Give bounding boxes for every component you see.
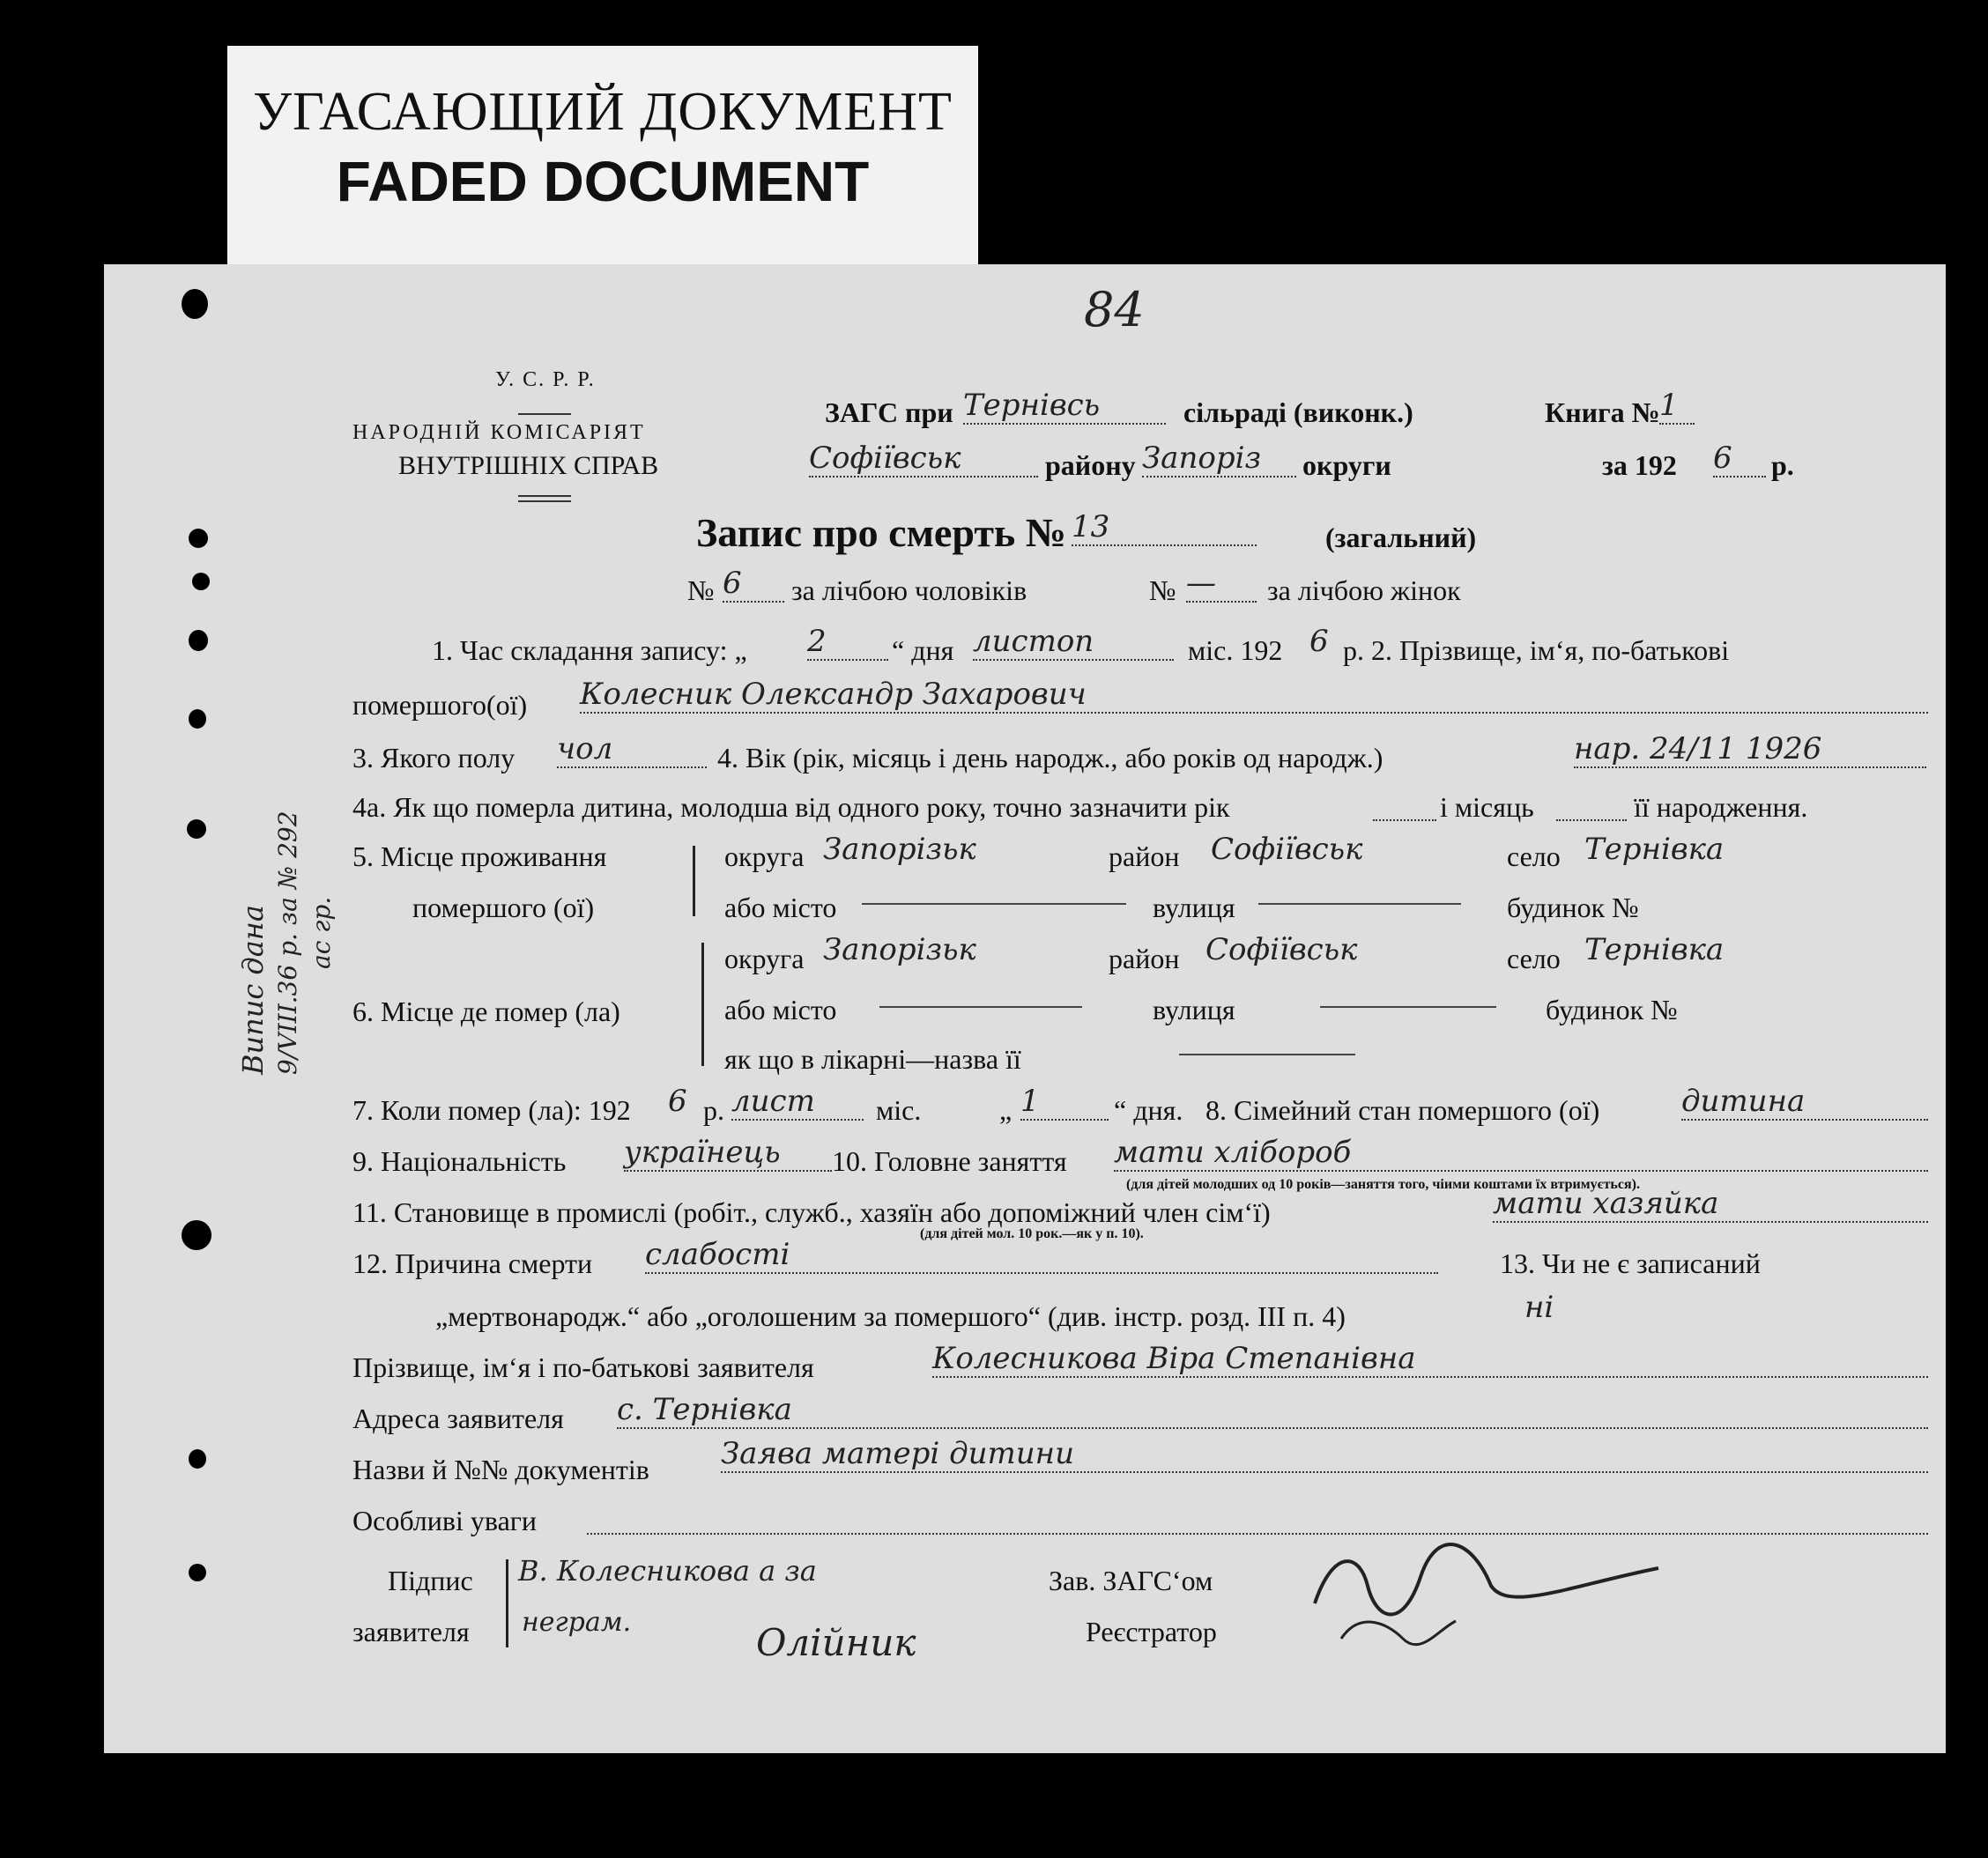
- label-ru: УГАСАЮЩИЙ ДОКУМЕНТ: [253, 82, 953, 142]
- punch-hole: [189, 529, 208, 548]
- label-en: FADED DOCUMENT: [336, 150, 870, 213]
- field-5-vulytsia-line: [1258, 903, 1461, 905]
- applicant-signature-3: Олійник: [756, 1621, 916, 1664]
- field-4a-mid: і місяць: [1440, 791, 1534, 823]
- field-6-raion-value: Софіївськ: [1205, 932, 1358, 967]
- margin-note-line-1: Випис дана: [236, 905, 270, 1075]
- field-6-misto-line: [879, 1006, 1082, 1008]
- field-6-budynok: будинок №: [1546, 994, 1678, 1025]
- field-6-label: 6. Місце де помер (ла): [352, 996, 620, 1027]
- field-7-q2: “ дня.: [1114, 1094, 1183, 1126]
- field-6-okruga-value: Запорізьк: [823, 932, 976, 967]
- punch-hole: [182, 1220, 211, 1250]
- field-10-value: мати хлібороб: [1114, 1135, 1928, 1172]
- field-6-selo: село: [1507, 943, 1561, 974]
- field-4-label: 4. Вік (рік, місяць і день народж., або років од народж.): [717, 742, 1383, 774]
- book-label: Книга №: [1545, 396, 1660, 428]
- field-11-note: (для дітей мол. 10 рок.—як у п. 10).: [920, 1226, 1144, 1241]
- field-2-label-2: помершого(ої): [352, 689, 528, 721]
- year-post: р.: [1771, 449, 1794, 481]
- women-count-label: за лічбою жінок: [1267, 574, 1461, 606]
- year-label: за 192: [1602, 449, 1677, 481]
- field-7-year: 6: [668, 1084, 687, 1119]
- field-6-raion: район: [1109, 943, 1180, 974]
- field-6-misto: або місто: [724, 994, 837, 1025]
- field-1-year-label: міс. 192: [1188, 634, 1283, 666]
- punch-hole: [187, 819, 206, 839]
- field-2-value: Колесник Олександр Захарович: [580, 677, 1928, 714]
- field-12-value: слабості: [645, 1237, 1438, 1274]
- commissariat-line-2: ВНУТРІШНІХ СПРАВ: [398, 451, 659, 480]
- field-10-note: (для дітей молодших од 10 років—заняття того, чіими коштами їх втримується).: [1126, 1177, 1640, 1192]
- applicant-signature-1: В. Колесникова а за: [518, 1554, 817, 1588]
- field-7-label: 7. Коли помер (ла): 192: [352, 1094, 631, 1126]
- zags-post: сільраді (виконк.): [1183, 396, 1413, 428]
- field-5-misto: або місто: [724, 892, 837, 923]
- field-13-label: 13. Чи не є записаний: [1500, 1247, 1761, 1279]
- record-general: (загальний): [1325, 522, 1477, 553]
- faded-document-label: [227, 46, 978, 282]
- punch-hole: [192, 573, 210, 590]
- field-10-label: 10. Головне заняття: [832, 1145, 1067, 1177]
- field-5-raion: район: [1109, 840, 1180, 872]
- field-7-mis: міс.: [876, 1094, 922, 1126]
- field-1-year: 6: [1309, 624, 1329, 659]
- women-count-value: —: [1186, 566, 1257, 603]
- okruga-value: Запоріз: [1142, 440, 1296, 477]
- field-5-misto-line: [862, 903, 1126, 905]
- signature-brace: [506, 1559, 508, 1647]
- address-label: Адреса заявителя: [352, 1403, 564, 1434]
- field-5-label-1: 5. Місце проживання: [352, 840, 607, 872]
- signature-label-1: Підпис: [388, 1565, 473, 1596]
- field-5-okruga-value: Запорізьк: [823, 832, 976, 867]
- field-9-label: 9. Національність: [352, 1145, 567, 1177]
- field-4a-month-line: [1556, 819, 1627, 821]
- republic-heading: У. С. Р. Р.: [495, 368, 596, 391]
- field-6-selo-value: Тернівка: [1584, 932, 1725, 967]
- field-8-value: дитина: [1681, 1084, 1928, 1121]
- margin-note-line-3: ас гр.: [307, 896, 336, 969]
- field-4-value: нар. 24/11 1926: [1574, 731, 1926, 768]
- signature-label-2: заявителя: [352, 1616, 470, 1647]
- field-7-day: 1: [1020, 1084, 1109, 1121]
- field-5-raion-value: Софіївськ: [1211, 832, 1363, 867]
- registrar-label: Реєстратор: [1086, 1616, 1217, 1647]
- field-1-label: 1. Час складання запису: „: [432, 634, 747, 666]
- field-1-day: 2: [807, 624, 888, 661]
- field-1-month: листоп: [973, 624, 1174, 661]
- field-5-brace: [693, 846, 695, 916]
- zags-pre: ЗАГС при: [825, 396, 953, 428]
- field-9-value: українець: [624, 1135, 832, 1172]
- field-4a-end: її народження.: [1634, 791, 1808, 823]
- women-count-pre: №: [1149, 574, 1176, 606]
- punch-hole: [189, 630, 208, 651]
- book-value: 1: [1659, 388, 1695, 425]
- field-13-value: ні: [1524, 1290, 1554, 1325]
- field-7-month: лист: [731, 1084, 864, 1121]
- punch-hole: [189, 1449, 206, 1469]
- page-number: 84: [1084, 282, 1145, 337]
- applicant-signature-2: неграм.: [522, 1607, 632, 1638]
- field-2-label: р. 2. Прізвище, ім‘я, по-батькові: [1343, 634, 1730, 666]
- field-6-brace: [701, 943, 704, 1066]
- field-8-label: 8. Сімейний стан помершого (ої): [1205, 1094, 1600, 1126]
- remarks-label: Особливі уваги: [352, 1505, 538, 1536]
- field-3-value: чол: [557, 731, 707, 768]
- field-12-label: 12. Причина смерти: [352, 1247, 593, 1279]
- field-5-selo-value: Тернівка: [1584, 832, 1725, 867]
- field-5-vulytsia: вулиця: [1153, 892, 1235, 923]
- commissariat-line-1: НАРОДНІЙ КОМІСАРІЯТ: [352, 421, 646, 444]
- field-5-selo: село: [1507, 840, 1561, 872]
- field-4a-label: 4а. Як що померла дитина, молодша від одного року, точно зазначити рік: [352, 791, 1230, 823]
- zags-village: Тернівсь: [963, 388, 1166, 425]
- remarks-line: [587, 1533, 1928, 1535]
- header-rule: [518, 495, 571, 497]
- men-count-label: за лічбою чоловіків: [791, 574, 1027, 606]
- punch-hole: [189, 709, 206, 729]
- field-6-vulytsia: вулиця: [1153, 994, 1235, 1025]
- record-number: 13: [1072, 509, 1257, 546]
- death-record-form: [104, 264, 1946, 1753]
- record-title: Запис про смерть №: [696, 510, 1066, 555]
- field-1-day-post: “ дня: [892, 634, 954, 666]
- field-7-r: р.: [703, 1094, 724, 1126]
- men-count-pre: №: [687, 574, 715, 606]
- field-11-value: мати хазяйка: [1493, 1186, 1928, 1223]
- field-7-q1: „: [999, 1094, 1013, 1126]
- field-13-label-2: „мертвонародж.“ або „оголошеним за помершого“ (див. інстр. розд. III п. 4): [435, 1300, 1346, 1332]
- address-value: с. Тернівка: [617, 1392, 1928, 1429]
- men-count-value: 6: [723, 566, 784, 603]
- header-rule: [518, 413, 571, 415]
- documents-label: Назви й №№ документів: [352, 1454, 649, 1485]
- field-6-hospital-line: [1179, 1054, 1355, 1055]
- documents-value: Заява матері дитини: [721, 1436, 1928, 1473]
- applicant-label: Прізвище, ім‘я і по-батькові заявителя: [352, 1351, 814, 1383]
- field-5-label-2: помершого (ої): [412, 892, 595, 923]
- zags-head-label: Зав. ЗАГС‘ом: [1049, 1565, 1213, 1596]
- field-6-vulytsia-line: [1320, 1006, 1496, 1008]
- field-4a-year-line: [1373, 819, 1436, 821]
- field-5-okruga: округа: [724, 840, 805, 872]
- raion-value: Софіївськ: [809, 440, 1038, 477]
- punch-hole: [189, 1564, 206, 1581]
- field-6-hospital: як що в лікарні—назва її: [724, 1043, 1021, 1075]
- field-11-label: 11. Становище в промислі (робіт., служб., хазяїн або допоміжний член сім‘ї): [352, 1196, 1271, 1228]
- margin-note-line-2: 9/VIII.36 р. за № 292: [273, 811, 302, 1075]
- punch-hole: [182, 289, 208, 319]
- field-5-budynok: будинок №: [1507, 892, 1639, 923]
- year-value: 6: [1713, 440, 1766, 477]
- field-6-okruga: округа: [724, 943, 805, 974]
- field-3-label: 3. Якого полу: [352, 742, 516, 774]
- zags-head-signature: [1306, 1533, 1685, 1656]
- raion-label: району: [1045, 449, 1136, 481]
- okruga-label: округи: [1302, 449, 1391, 481]
- applicant-value: Колесникова Віра Степанівна: [932, 1341, 1928, 1378]
- header-rule: [518, 500, 571, 502]
